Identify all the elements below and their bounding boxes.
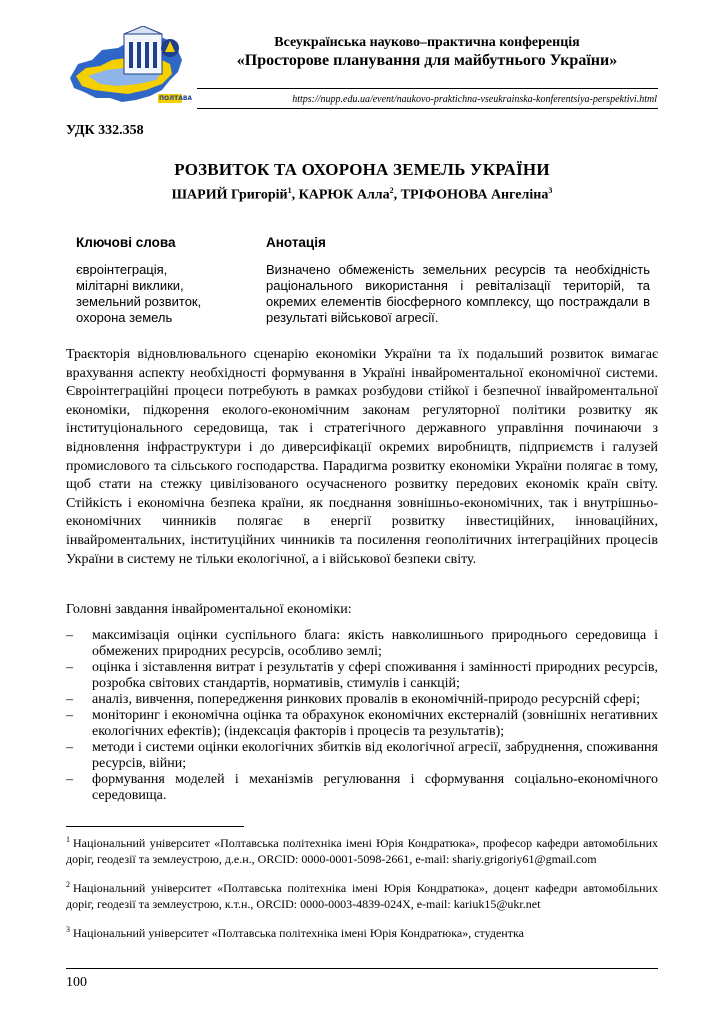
header-bottom-rule xyxy=(197,108,658,109)
list-item: – максимізація оцінки суспільного блага: якість навколишнього природнього середовища і обмежених природних ресурсів, особливо землі; xyxy=(66,628,658,660)
footnote xyxy=(66,832,658,867)
author-separator: , xyxy=(393,187,401,203)
tasks-heading: Головні завдання інвайроментальної економіки: xyxy=(66,602,352,617)
page-number: 100 xyxy=(66,975,87,990)
conference-url[interactable]: https://nupp.edu.ua/event/naukovo-praktichna-vseukrainska-konferentsiya-perspektivi.html xyxy=(292,94,657,105)
keywords-heading: Ключові слова xyxy=(76,235,176,250)
author-separator: , xyxy=(291,187,299,203)
footnote-mark: 2 xyxy=(66,880,70,889)
footnote xyxy=(66,877,658,912)
list-item: – моніторинг і економічна оцінка та обрахунок економічних екстерналій (зовнішніх негативних екологічних ефектів); (індексація факторів і процесів та результатів); xyxy=(66,708,658,740)
footnote-separator xyxy=(66,826,244,827)
keyword-item: охорона земель xyxy=(76,310,173,325)
footnotes xyxy=(66,832,658,952)
author-name: ТРІФОНОВА Ангеліна xyxy=(400,187,549,203)
footnote-mark: 3 xyxy=(66,925,70,934)
keywords-list xyxy=(76,262,201,326)
tasks-list xyxy=(66,628,658,804)
annotation-text: Визначено обмеженість земельних ресурсів та необхідність раціонального використання і ревіталізації територій, та окремих елементів біосферного комплексу, що постраждали в результаті військової агресії. xyxy=(266,262,650,325)
list-item: – аналіз, вивчення, попередження ринкових провалів в економічній-природо ресурсній сфері; xyxy=(66,692,658,708)
conference-logo xyxy=(66,26,193,108)
body-paragraph: Траєкторія відновлювального сценарію економіки України та їх подальший розвиток вимагає врахування аспекту необхідності формування в Україні інвайроментальної економічної системи. Євроінтеграційні процеси потребують в рамках розбудови стійкої і безпечної інвайроментальної економіки, підкорення еколого-економічним законам регуляторної політики розвитку як інституціонального середовища, так і стратегічного державного управління починаючи з відновлення інфраструктури і до диверсифікації окремих виробництв, підприємств і галузей промислового та сільського господарства. Парадигма розвитку економіки України полягає в тому, щоб стати на стежку цивілізованого осучасненого розвитку передових економік країн світу. Стійкість і економічна безпека країни, як поєднання зовнішньо-економічних, так і внутрішньо-економічних чинників полягає в енергії розвитку інвестиційних, інноваційних, інвайроментальних, інституційних чинників та посилення геополітичних інтеграційних процесів України в систему не тільки екологічної, а і військової безпеки світу. xyxy=(66,347,658,567)
annotation-heading: Анотація xyxy=(266,235,326,250)
logo-caption: ПОЛТАВА xyxy=(159,95,193,102)
keyword-item: земельний розвиток, xyxy=(76,294,202,309)
author-name: ШАРИЙ Григорій xyxy=(171,187,288,203)
footer-rule xyxy=(66,968,658,969)
udk-code: УДК 332.358 xyxy=(66,123,144,138)
footnote-text: Національний університет «Полтавська політехніка імені Юрія Кондратюка», доцент кафедри автомобільних доріг, геодезії та землеустрою, к.т.н., ORCID: 0000-0003-4839-024X, e-mail: kariuk15@ukr.net xyxy=(66,881,658,911)
keyword-item: євроінтеграція, xyxy=(76,262,168,277)
conference-name: Всеукраїнська науково–практична конференція xyxy=(274,35,580,50)
footnote-mark: 1 xyxy=(66,835,70,844)
author-mark: 3 xyxy=(548,186,553,195)
list-item: – методи і системи оцінки екологічних збитків від екологічної агресії, забруднення, споживання ресурсів, війни; xyxy=(66,740,658,772)
paper-title: РОЗВИТОК ТА ОХОРОНА ЗЕМЕЛЬ УКРАЇНИ xyxy=(174,160,550,179)
footnote-text: Національний університет «Полтавська політехніка імені Юрія Кондратюка», професор кафедри автомобільних доріг, геодезії та землеустрою, д.е.н., ORCID: 0000-0001-5098-2661, e-mail: shariy.grigoriy61@gmail.com xyxy=(66,836,658,866)
author-mark: 2 xyxy=(389,186,394,195)
footnote xyxy=(66,922,658,942)
footnote-text: Національний університет «Полтавська політехніка імені Юрія Кондратюка», студентка xyxy=(73,926,524,940)
authors-line xyxy=(66,186,658,204)
conference-title: «Просторове планування для майбутнього України» xyxy=(236,52,618,69)
header-rule xyxy=(197,88,658,89)
author-name: КАРЮК Алла xyxy=(298,187,390,203)
list-item: – оцінка і зіставлення витрат і результатів у сфері споживання і замінності природних ресурсів, розробка світових стандартів, нормативів, стимулів і санкцій; xyxy=(66,660,658,692)
author-mark: 1 xyxy=(287,186,292,195)
list-item: – формування моделей і механізмів регулювання і сформування соціально-економічного середовища. xyxy=(66,772,658,804)
keyword-item: мілітарні виклики, xyxy=(76,278,184,293)
